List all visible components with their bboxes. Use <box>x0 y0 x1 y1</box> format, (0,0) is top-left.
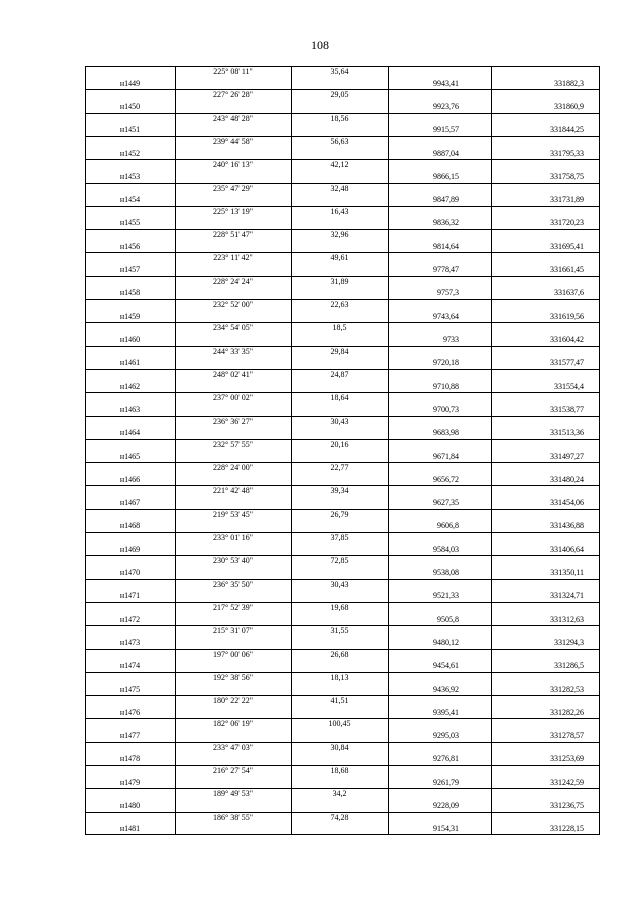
bearing-angle: 223° 11' 42" <box>213 253 253 263</box>
segment-length: 24,87 <box>330 369 349 379</box>
point-name: н1478 <box>119 754 141 764</box>
coordinate-y <box>491 194 600 206</box>
coordinate-y <box>491 660 600 672</box>
point-name: н1481 <box>119 824 141 834</box>
coordinate-y <box>491 404 600 416</box>
coordinate-x <box>388 241 491 253</box>
coordinate-y-value: 331253,69 <box>550 754 584 764</box>
bearing-angle: 232° 52' 00" <box>213 300 253 310</box>
coordinate-x-value: 9778,47 <box>433 265 459 275</box>
coordinate-x-value: 9538,08 <box>433 568 459 577</box>
coordinate-x <box>388 101 491 113</box>
coordinate-y <box>491 800 600 812</box>
coordinate-x <box>388 334 491 346</box>
point-name: н1476 <box>119 707 141 717</box>
segment-length: 41,51 <box>330 696 349 706</box>
coordinate-x-value: 9228,09 <box>433 801 459 811</box>
coordinate-x <box>388 753 491 765</box>
bearing-angle: 244° 33' 35" <box>213 346 253 356</box>
bearing-angle: 240° 16' 13" <box>213 160 253 170</box>
coordinate-y <box>491 101 600 113</box>
coordinate-x <box>388 451 491 463</box>
coordinate-x-value: 9733 <box>443 334 459 344</box>
bearing-angle: 230° 53' 40" <box>213 556 253 566</box>
point-name: н1450 <box>119 101 141 111</box>
point-name: н1477 <box>119 731 141 741</box>
bearing-angle: 221° 42' 48" <box>213 486 253 496</box>
bearing-angle: 234° 54' 05" <box>213 323 253 333</box>
point-name: н1455 <box>119 218 141 228</box>
bearing-angle: 216° 27' 54" <box>213 766 253 776</box>
coordinate-y-value: 331282,26 <box>550 707 584 717</box>
point-name: н1475 <box>119 684 141 694</box>
coordinate-y <box>491 241 600 253</box>
coordinate-y-value: 331860,9 <box>554 101 584 111</box>
segment-length: 30,84 <box>330 742 349 752</box>
coordinate-x-value: 9847,89 <box>433 195 459 205</box>
coordinate-y-value: 331294,3 <box>554 637 584 647</box>
segment-length: 26,79 <box>330 509 349 519</box>
coordinate-y-value: 331695,41 <box>550 241 584 251</box>
coordinate-y-value: 331619,56 <box>550 311 584 321</box>
coordinate-y-value: 331577,47 <box>550 358 584 368</box>
point-name: н1473 <box>119 637 141 647</box>
coordinate-x <box>388 427 491 439</box>
coordinate-x <box>388 800 491 812</box>
coordinate-y-value: 331604,42 <box>550 334 584 344</box>
coordinate-x-value: 9743,64 <box>433 311 459 321</box>
point-name: н1479 <box>119 777 141 787</box>
coordinate-y <box>491 544 600 556</box>
coordinate-y <box>491 124 600 136</box>
coordinate-x <box>388 148 491 160</box>
coordinate-x <box>388 707 491 719</box>
coordinate-y-value: 331278,57 <box>550 731 584 741</box>
segment-length: 49,61 <box>330 253 349 263</box>
point-name: н1460 <box>119 334 141 344</box>
coordinate-x-value: 9923,76 <box>433 101 459 111</box>
bearing-angle: 197° 00' 06" <box>213 649 253 659</box>
coordinate-y <box>491 148 600 160</box>
coordinate-y-value: 331731,89 <box>550 195 584 205</box>
coordinate-x <box>388 590 491 602</box>
coordinate-x <box>388 567 491 579</box>
segment-length: 74,28 <box>330 812 349 822</box>
bearing-angle: 236° 35' 50" <box>213 579 253 589</box>
coordinate-x-value: 9866,15 <box>433 171 459 181</box>
coordinate-y-value: 331236,75 <box>550 801 584 811</box>
coordinate-x <box>388 684 491 696</box>
coordinate-x <box>388 777 491 789</box>
bearing-angle: 239° 44' 58" <box>213 136 253 146</box>
coordinate-y <box>491 707 600 719</box>
coordinate-y-value: 331637,6 <box>554 288 584 298</box>
segment-length: 100,45 <box>328 719 351 729</box>
coordinate-x <box>388 544 491 556</box>
coordinate-y <box>491 427 600 439</box>
segment-length: 31,89 <box>330 276 349 286</box>
segment-length: 22,77 <box>330 463 349 473</box>
segment-length: 29,05 <box>330 90 349 100</box>
coordinate-y-value: 331538,77 <box>550 404 584 414</box>
bearing-angle: 189° 49' 53" <box>213 789 253 799</box>
bearing-angle: 228° 24' 24" <box>213 276 253 286</box>
coordinate-x <box>388 124 491 136</box>
coordinate-x-value: 9915,57 <box>433 125 459 135</box>
coordinate-x <box>388 474 491 486</box>
segment-length: 32,96 <box>330 230 349 240</box>
point-name: н1468 <box>119 521 141 531</box>
bearing-angle: 228° 24' 00" <box>213 463 253 473</box>
point-name: н1467 <box>119 498 141 508</box>
point-name: н1453 <box>119 171 141 181</box>
coordinate-x <box>388 287 491 299</box>
segment-length: 20,16 <box>330 439 349 449</box>
coordinate-x-value: 9683,98 <box>433 428 459 438</box>
coordinate-x-value: 9814,64 <box>433 241 459 251</box>
coordinate-y <box>491 357 600 369</box>
coordinate-x-value: 9700,73 <box>433 404 459 414</box>
bearing-angle: 232° 57' 55" <box>213 439 253 449</box>
coordinate-x <box>388 823 491 835</box>
bearing-angle: 225° 13' 19" <box>213 206 253 216</box>
coordinate-x <box>388 264 491 276</box>
coordinate-y <box>491 684 600 696</box>
coordinate-x-value: 9395,41 <box>433 707 459 717</box>
coordinate-y-value: 331436,88 <box>550 521 584 531</box>
coordinate-x-value: 9295,03 <box>433 731 459 741</box>
bearing-angle: 236° 36' 27" <box>213 416 253 426</box>
coordinate-x-value: 9606,8 <box>437 521 459 531</box>
coordinate-y-value: 331661,45 <box>550 265 584 275</box>
coordinate-x <box>388 357 491 369</box>
coordinate-y-value: 331286,5 <box>554 661 584 671</box>
bearing-angle: 235° 47' 29" <box>213 183 253 193</box>
coordinate-y <box>491 497 600 509</box>
coordinate-x <box>388 404 491 416</box>
coordinate-x-value: 9943,41 <box>433 78 459 88</box>
segment-length: 30,43 <box>330 579 349 589</box>
bearing-angle: 217° 52' 39" <box>213 602 253 612</box>
segment-length: 26,68 <box>330 649 349 659</box>
coordinate-x-value: 9276,81 <box>433 754 459 764</box>
segment-length: 18,13 <box>330 672 349 682</box>
coordinate-y-value: 331480,24 <box>550 474 584 484</box>
point-name: н1463 <box>119 404 141 414</box>
segment-length: 18,68 <box>330 766 349 776</box>
segment-length: 31,55 <box>330 626 349 636</box>
point-name: н1459 <box>119 311 141 321</box>
coordinate-y <box>491 311 600 323</box>
coordinate-x <box>388 497 491 509</box>
bearing-angle: 180° 22' 22" <box>213 696 253 706</box>
coordinate-x <box>388 311 491 323</box>
coordinate-x-value: 9584,03 <box>433 544 459 554</box>
coordinate-y-value: 331282,53 <box>550 684 584 694</box>
coordinate-y <box>491 451 600 463</box>
point-name: н1480 <box>119 801 141 811</box>
page-number: 108 <box>311 38 329 52</box>
bearing-angle: 192° 38' 56" <box>213 672 253 682</box>
coordinate-x-value: 9505,8 <box>437 614 459 624</box>
coordinate-x-value: 9436,92 <box>433 684 459 694</box>
point-name: н1469 <box>119 544 141 554</box>
bearing-angle: 233° 47' 03" <box>213 742 253 752</box>
coordinate-x-value: 9521,33 <box>433 591 459 601</box>
point-name: н1454 <box>119 195 141 205</box>
bearing-angle: 248° 02' 41" <box>213 369 253 379</box>
bearing-angle: 182° 06' 19" <box>213 719 253 729</box>
coordinate-y <box>491 520 600 532</box>
coordinate-y <box>491 334 600 346</box>
point-name: н1456 <box>119 241 141 251</box>
point-name: н1466 <box>119 474 141 484</box>
bearing-angle: 233° 01' 16" <box>213 533 253 543</box>
point-name: н1452 <box>119 148 141 158</box>
bearing-angle: 227° 26' 28" <box>213 90 253 100</box>
coordinate-x <box>388 217 491 229</box>
point-name: н1471 <box>119 591 141 601</box>
point-name: н1449 <box>119 78 141 88</box>
coordinate-x-value: 9710,88 <box>433 381 459 391</box>
coordinate-y-value: 331513,36 <box>550 428 584 438</box>
coordinate-y <box>491 753 600 765</box>
coordinate-y <box>491 287 600 299</box>
segment-length: 32,48 <box>330 183 349 193</box>
coordinate-y <box>491 474 600 486</box>
coordinate-x-value: 9757,3 <box>437 288 459 298</box>
coordinate-x <box>388 381 491 393</box>
segment-length: 29,84 <box>330 346 349 356</box>
coordinate-y <box>491 614 600 626</box>
bearing-angle: 228° 51' 47" <box>213 230 253 240</box>
coordinate-x-value: 9887,04 <box>433 148 459 158</box>
coordinate-x-value: 9154,31 <box>433 824 459 834</box>
coordinate-x-value: 9454,61 <box>433 661 459 671</box>
coordinate-y-value: 331497,27 <box>550 451 584 461</box>
coordinate-x <box>388 614 491 626</box>
coordinate-x-value: 9656,72 <box>433 474 459 484</box>
bearing-angle: 219° 53' 45" <box>213 509 253 519</box>
coordinate-x <box>388 78 491 90</box>
point-name: н1451 <box>119 125 141 135</box>
point-name: н1461 <box>119 358 141 368</box>
coordinate-y <box>491 730 600 742</box>
point-name: н1457 <box>119 265 141 275</box>
point-name: н1465 <box>119 451 141 461</box>
coordinate-y <box>491 171 600 183</box>
point-name: н1464 <box>119 428 141 438</box>
coordinate-y <box>491 567 600 579</box>
segment-length: 18,64 <box>330 393 349 403</box>
segment-length: 34,2 <box>332 789 347 799</box>
coordinate-y <box>491 78 600 90</box>
coordinate-y <box>491 823 600 835</box>
segment-length: 42,12 <box>330 160 349 170</box>
bearing-angle: 237° 00' 02" <box>213 393 253 403</box>
coordinate-y <box>491 777 600 789</box>
segment-length: 19,68 <box>330 602 349 612</box>
segment-length: 30,43 <box>330 416 349 426</box>
coordinate-y-value: 331720,23 <box>550 218 584 228</box>
coordinate-y-value: 331242,59 <box>550 777 584 787</box>
coordinate-y-value: 331554,4 <box>554 381 584 391</box>
segment-length: 56,63 <box>330 136 349 146</box>
coordinate-x-value: 9720,18 <box>433 358 459 368</box>
point-name: н1470 <box>119 568 141 577</box>
point-name: н1474 <box>119 661 141 671</box>
coordinate-y-value: 331324,71 <box>550 591 584 601</box>
coordinates-table <box>85 66 600 835</box>
coordinate-y <box>491 637 600 649</box>
coordinate-x-value: 9261,79 <box>433 777 459 787</box>
bearing-angle: 243° 48' 28" <box>213 113 253 123</box>
segment-length: 37,85 <box>330 533 349 543</box>
coordinate-x <box>388 660 491 672</box>
segment-length: 16,43 <box>330 206 349 216</box>
coordinate-x <box>388 520 491 532</box>
bearing-angle: 225° 08' 11" <box>213 67 253 76</box>
coordinate-y-value: 331454,06 <box>550 498 584 508</box>
coordinate-x-value: 9480,12 <box>433 637 459 647</box>
segment-length: 35,64 <box>330 67 349 76</box>
coordinate-x-value: 9836,32 <box>433 218 459 228</box>
coordinate-y-value: 331228,15 <box>550 824 584 834</box>
segment-length: 72,85 <box>330 556 349 566</box>
coordinate-y <box>491 264 600 276</box>
coordinate-y-value: 331312,63 <box>550 614 584 624</box>
coordinate-y <box>491 217 600 229</box>
segment-length: 39,34 <box>330 486 349 496</box>
coordinate-y <box>491 381 600 393</box>
bearing-angle: 215° 31' 07" <box>213 626 253 636</box>
coordinate-y-value: 331795,33 <box>550 148 584 158</box>
coordinate-x <box>388 194 491 206</box>
point-name: н1472 <box>119 614 141 624</box>
coordinate-y-value: 331844,25 <box>550 125 584 135</box>
coordinate-y-value: 331406,64 <box>550 544 584 554</box>
coordinate-y-value: 331758,75 <box>550 171 584 181</box>
segment-length: 18,5 <box>332 323 347 333</box>
coordinate-x-value: 9671,84 <box>433 451 459 461</box>
coordinate-y-value: 331882,3 <box>554 78 584 88</box>
segment-length: 22,63 <box>330 300 349 310</box>
coordinate-x <box>388 171 491 183</box>
point-name: н1462 <box>119 381 141 391</box>
coordinate-x-value: 9627,35 <box>433 498 459 508</box>
coordinate-y <box>491 590 600 602</box>
bearing-angle: 186° 38' 55" <box>213 812 253 822</box>
segment-length: 18,56 <box>330 113 349 123</box>
coordinate-x <box>388 730 491 742</box>
point-name: н1458 <box>119 288 141 298</box>
coordinate-y-value: 331350,11 <box>550 568 584 577</box>
coordinate-x <box>388 637 491 649</box>
